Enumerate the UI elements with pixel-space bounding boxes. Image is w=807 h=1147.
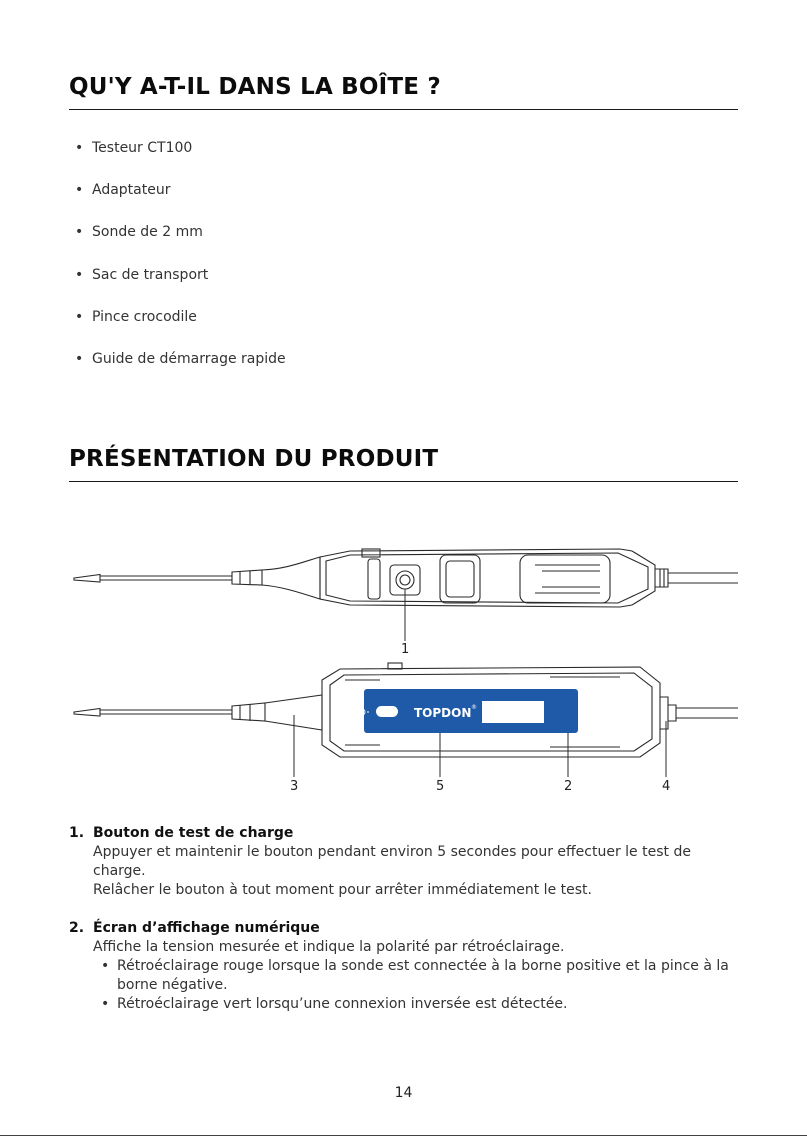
callout-label: 2 (564, 779, 573, 794)
callout-label: 4 (662, 779, 671, 794)
item-text: Affiche la tension mesurée et indique la polarité par rétroéclairage. (93, 939, 565, 955)
feature-descriptions (69, 824, 739, 1014)
bullet: • (75, 266, 84, 283)
list-item (75, 308, 286, 326)
bullet: • (75, 140, 84, 156)
lcd-screen (482, 701, 544, 723)
list-item-text: Guide de démarrage rapide (92, 350, 286, 367)
sub-bullet: • Rétroéclairage rouge lorsque la sonde est connectée à la borne positive et la pince à la borne négative. (69, 957, 739, 995)
list-item-text: Adaptateur (92, 182, 171, 199)
list-item-text: Testeur CT100 (92, 140, 193, 156)
bullet: • (75, 182, 84, 199)
sub-bullet-text: Rétroéclairage rouge lorsque la sonde est connectée à la borne positive et la pince à la borne négative. (117, 958, 729, 993)
brand-logo: TOPDON (414, 706, 472, 720)
section-heading-product-overview: PRÉSENTATION DU PRODUIT (69, 446, 439, 472)
item-title (69, 919, 739, 938)
list-item-text: Sac de transport (92, 266, 209, 283)
list-item (75, 181, 286, 199)
item-text: Appuyer et maintenir le bouton pendant environ 5 secondes pour effectuer le test de charge. (93, 844, 691, 879)
section-heading-box-contents: QU'Y A-T-IL DANS LA BOÎTE ? (69, 74, 441, 100)
sub-bullet-text: Rétroéclairage vert lorsqu’une connexion inversée est détectée. (117, 996, 568, 1012)
callout-label: 5 (436, 779, 445, 794)
list-item (75, 139, 286, 157)
item-number: 2. (69, 920, 85, 936)
item-number: 1. (69, 825, 85, 841)
bullet: • (75, 308, 84, 325)
tester-side-view (74, 549, 738, 641)
bullet: • (75, 350, 84, 367)
page-number: 14 (394, 1085, 413, 1101)
item-title-text: Bouton de test de charge (93, 825, 294, 841)
item-title-text: Écran d’affichage numérique (93, 920, 320, 936)
page-bottom-rule (0, 1135, 807, 1136)
list-item (75, 350, 286, 368)
sub-bullet: • Rétroéclairage vert lorsqu’une connexion inversée est détectée. (101, 996, 568, 1012)
list-item-text: Pince crocodile (92, 308, 197, 325)
list-item-text: Sonde de 2 mm (92, 224, 203, 241)
product-illustration (0, 535, 807, 805)
brand-registered-mark: ® (471, 704, 477, 711)
list-item (75, 223, 286, 241)
item-title (69, 824, 739, 843)
box-contents-list (75, 139, 286, 392)
list-item (75, 266, 286, 284)
item-text: Relâcher le bouton à tout moment pour arrêter immédiatement le test. (93, 882, 592, 898)
heading-rule (69, 481, 738, 482)
backlight-button (376, 706, 398, 717)
callout-label: 3 (290, 779, 299, 794)
bullet: • (75, 224, 84, 241)
callout-label: 1 (401, 642, 410, 657)
heading-rule (69, 109, 738, 110)
